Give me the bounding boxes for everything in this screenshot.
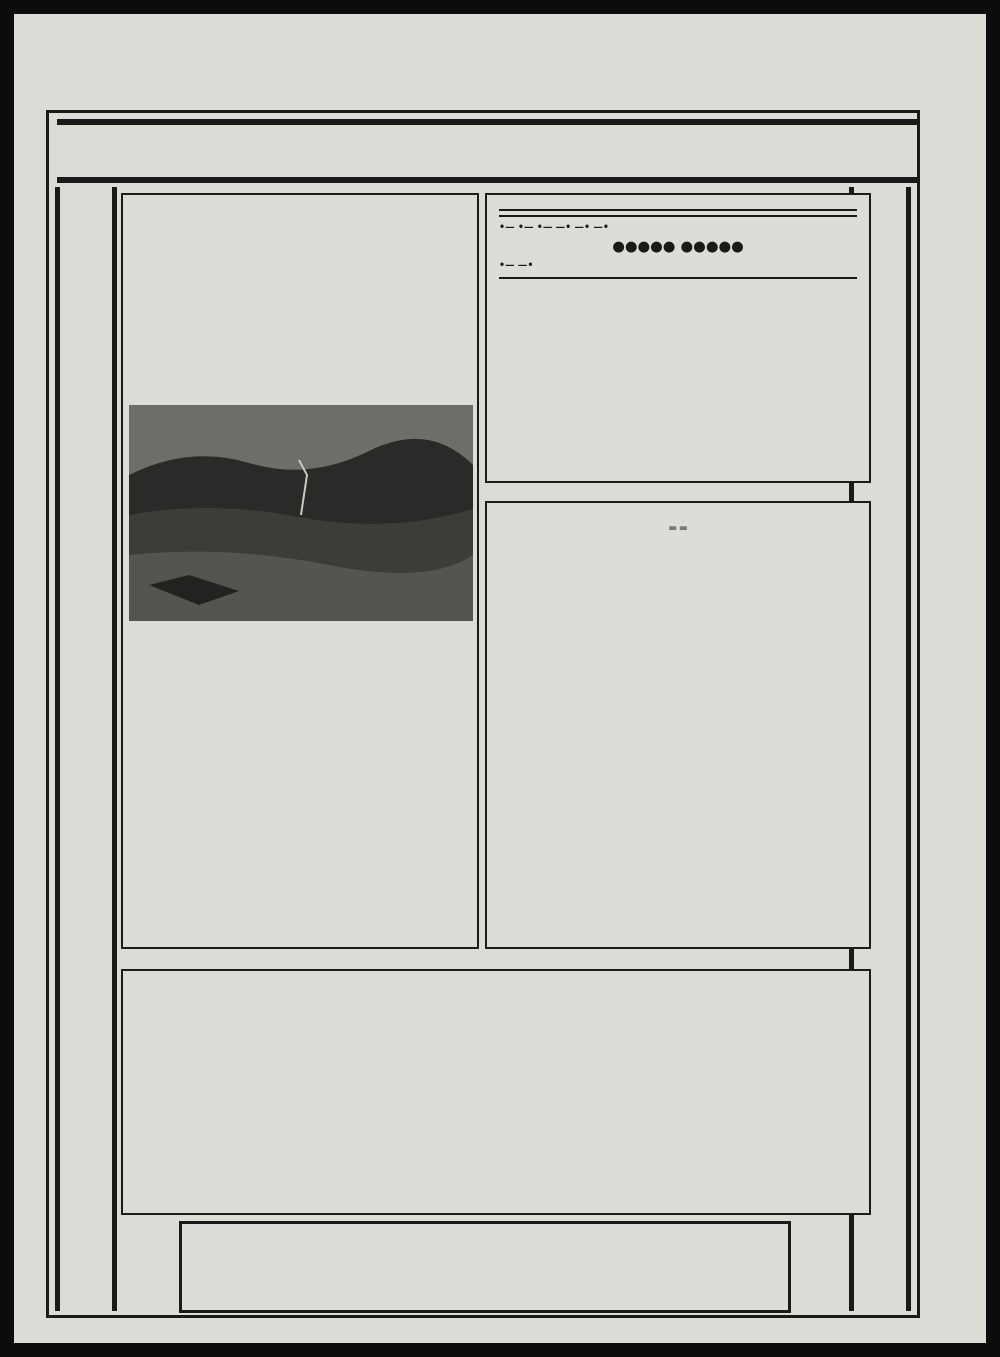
- linz-hotel-advertisement: [179, 1221, 791, 1313]
- lake-photograph: [129, 405, 473, 621]
- auhof-advertisement: [485, 193, 871, 483]
- top-ornament: [57, 119, 917, 183]
- seehof-details: [129, 629, 471, 635]
- ornamental-frame: [46, 110, 920, 1318]
- auhof-mild: ●●●●● ●●●●●: [612, 239, 744, 255]
- divider: [499, 277, 857, 279]
- divider: [499, 215, 857, 217]
- kreuzen-winter: ═ ═: [669, 521, 687, 535]
- divider: [499, 209, 857, 211]
- waidhofen-header: [133, 971, 859, 1067]
- waidhofen-advertisement: [121, 969, 871, 1215]
- auhof-methods: •— —•: [499, 260, 534, 271]
- bad-kreuzen-advertisement: [485, 501, 871, 949]
- left-ornament: [55, 187, 117, 1311]
- scanned-page: [14, 14, 986, 1343]
- seehof-advertisement: [121, 193, 479, 949]
- auhof-methods: •— •— •— —• —• —•: [499, 222, 609, 233]
